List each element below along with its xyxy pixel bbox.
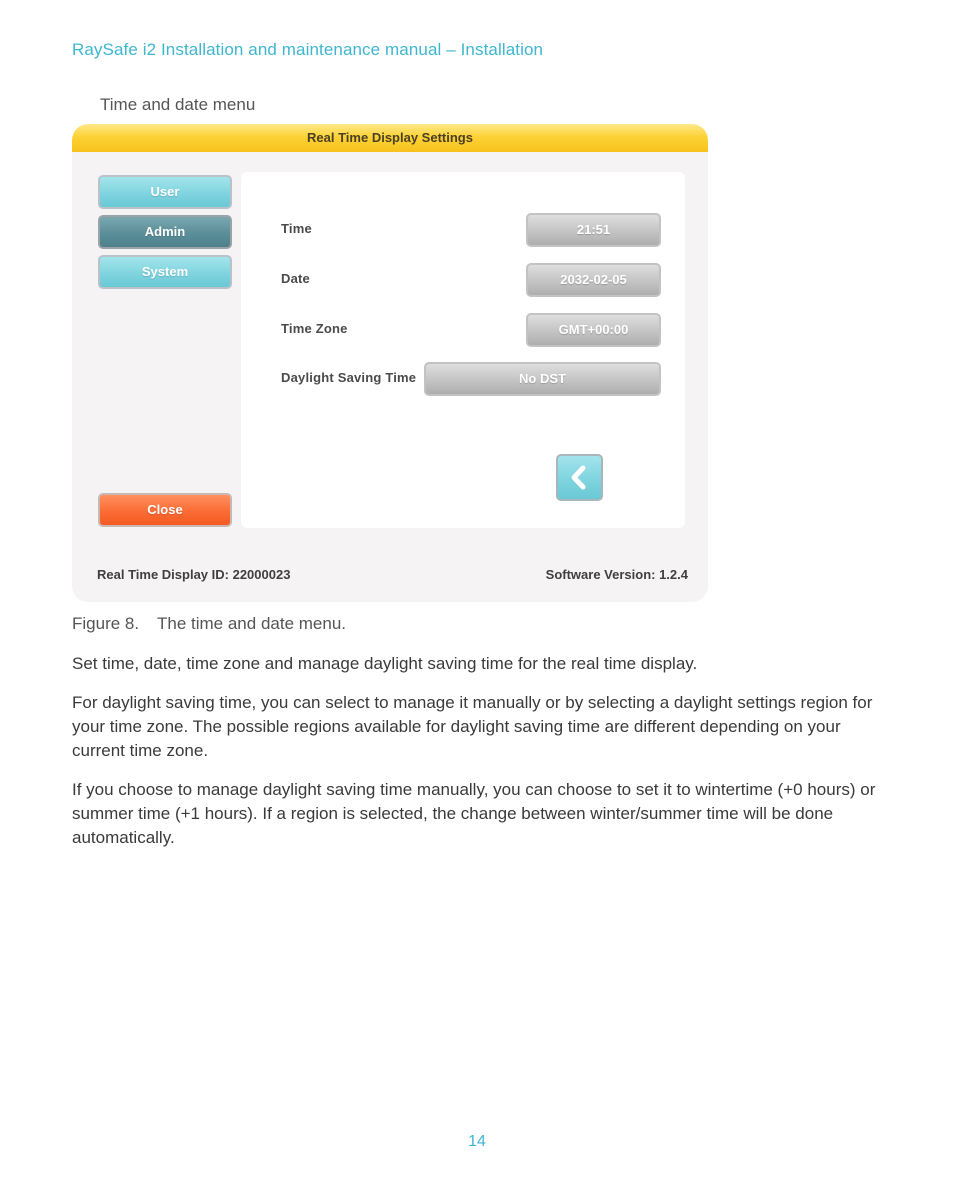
timezone-label: Time Zone bbox=[281, 321, 348, 336]
time-label: Time bbox=[281, 221, 312, 236]
software-version: Software Version: 1.2.4 bbox=[545, 567, 688, 582]
sidebar-item-system[interactable]: System bbox=[98, 255, 232, 289]
paragraph: Set time, date, time zone and manage daylight saving time for the real time display. bbox=[72, 654, 698, 673]
display-id: Real Time Display ID: 22000023 bbox=[97, 567, 291, 582]
figure-title: Time and date menu bbox=[100, 95, 256, 114]
chevron-left-icon bbox=[558, 456, 601, 499]
close-button[interactable]: Close bbox=[98, 493, 232, 527]
figure-caption bbox=[72, 614, 346, 634]
page-number: 14 bbox=[468, 1133, 486, 1150]
back-button[interactable] bbox=[556, 454, 603, 501]
timezone-button[interactable]: GMT+00:00 bbox=[526, 313, 661, 347]
paragraph: If you choose to manage daylight saving time manually, you can choose to set it to wintertime (+0 hours) or summer time (+1 hours). If a region is selected, the change between winter/summer time will be done automatically. bbox=[72, 780, 876, 847]
dst-label: Daylight Saving Time bbox=[281, 370, 417, 385]
sidebar-item-user[interactable]: User bbox=[98, 175, 232, 209]
settings-screen bbox=[72, 124, 708, 602]
settings-content bbox=[241, 172, 685, 528]
sidebar-item-admin[interactable]: Admin bbox=[98, 215, 232, 249]
paragraph: For daylight saving time, you can select to manage it manually or by selecting a daylight settings region for your time zone. The possible regions available for daylight saving time are different depending on your current time zone. bbox=[72, 693, 873, 760]
date-button[interactable]: 2032-02-05 bbox=[526, 263, 661, 297]
date-label: Date bbox=[281, 271, 310, 286]
running-header: RaySafe i2 Installation and maintenance manual – Installation bbox=[72, 40, 544, 59]
caption-number: Figure 8. bbox=[72, 614, 140, 633]
screen-title: Real Time Display Settings bbox=[72, 124, 708, 152]
time-button[interactable]: 21:51 bbox=[526, 213, 661, 247]
dst-button[interactable]: No DST bbox=[424, 362, 661, 396]
caption-text: The time and date menu. bbox=[157, 614, 347, 633]
